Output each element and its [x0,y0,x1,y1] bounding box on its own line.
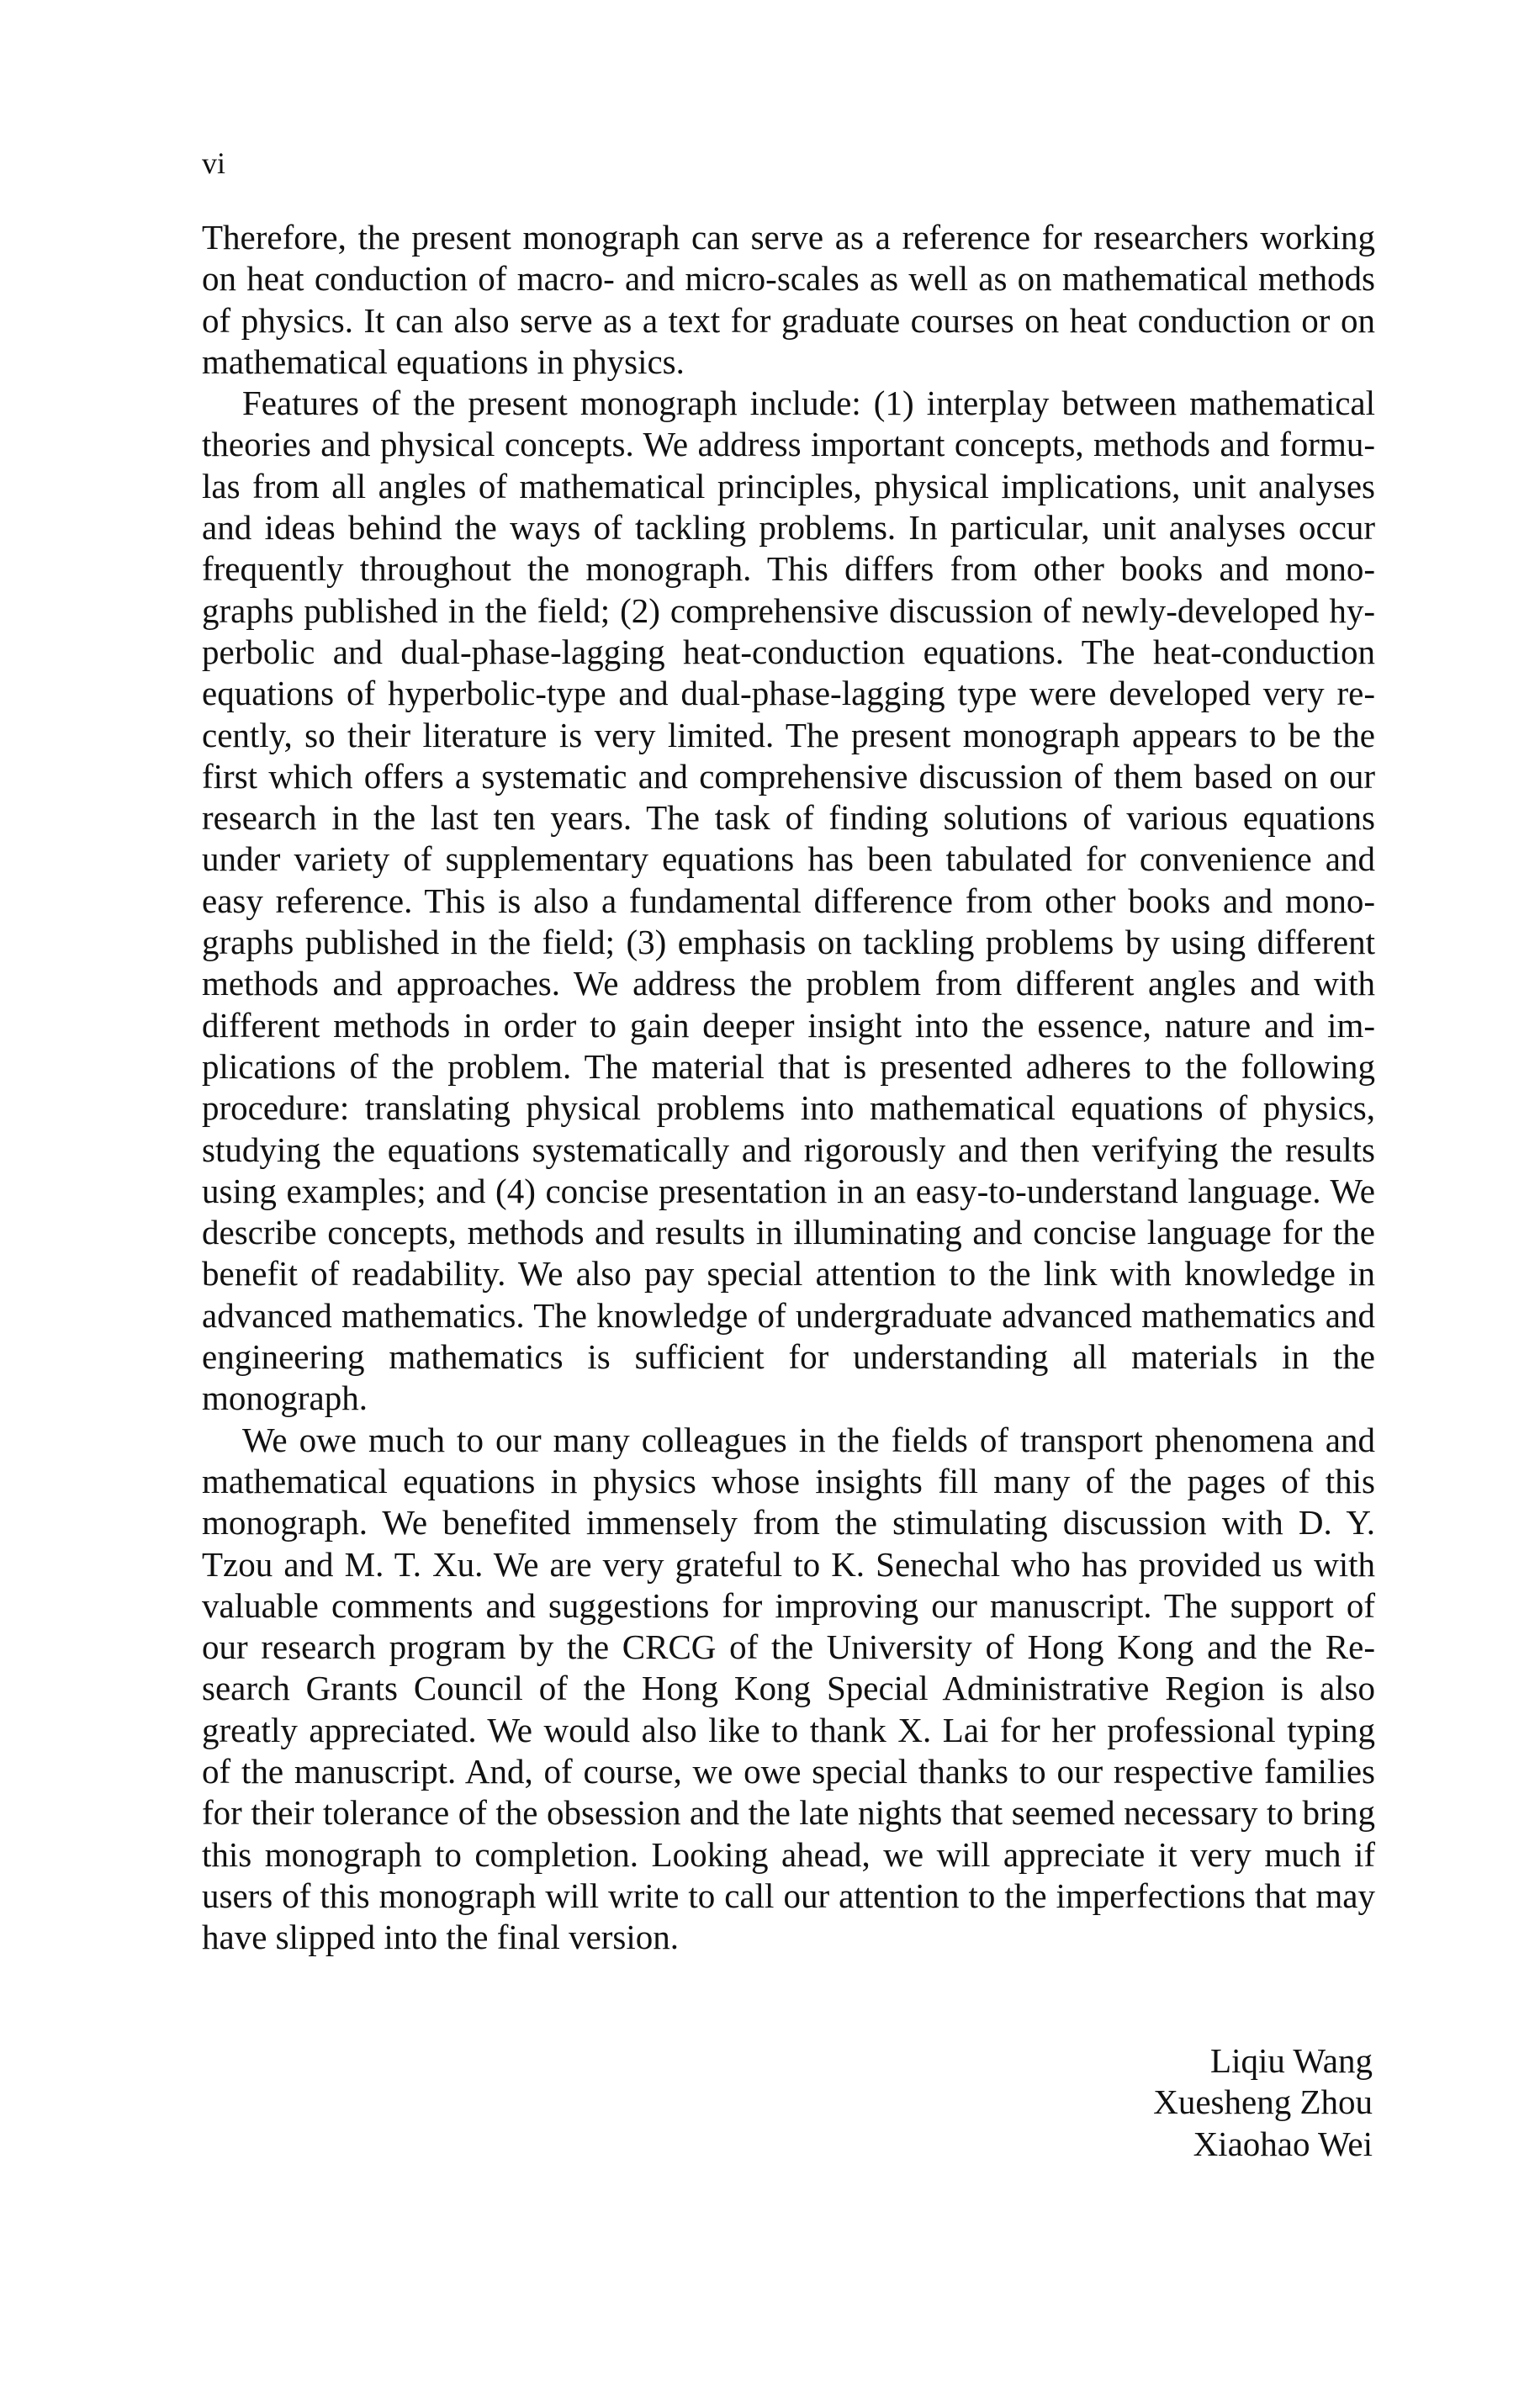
page-number: vi [202,146,226,180]
paragraph-acknowledgements: We owe much to our many colleagues in the fields of transport phenomena and mathematical equations in physics whose insights fill many of the pages of this monograph. We benefited immensely from the stimulating discussion with D. Y. Tzou and M. T. Xu. We are very grateful to K. Senechal who has provided us with valuable comments and suggestions for improving our manuscript. The support of our research program by the CRCG of the University of Hong Kong and the Research Grants Council of the Hong Kong Special Administrative Region is also greatly appreciated. We would also like to thank X. Lai for her professional typing of the manuscript. And, of course, we owe special thanks to our respective families for their tolerance of the obsession and the late nights that seemed necessary to bring this monograph to completion. Looking ahead, we will appreciate it very much if users of this monograph will write to call our attention to the imperfections that may have slipped into the final version. [202,1420,1375,1957]
author-signatures [1153,2040,1373,2165]
author-name: Xuesheng Zhou [1153,2082,1373,2122]
paragraph-features: Features of the present monograph include: (1) interplay between mathematical theories and physical concepts. We address important concepts, methods and formulas from all angles of mathematical principles, physical implications, unit analyses and ideas behind the ways of tackling problems. In particular, unit analyses occur frequently throughout the monograph. This differs from other books and monographs published in the field; (2) comprehensive discussion of newly-developed hyperbolic and dual-phase-lagging heat-conduction equations. The heat-conduction equations of hyperbolic-type and dual-phase-lagging type were developed very recently, so their literature is very limited. The present monograph appears to be the first which offers a systematic and comprehensive discussion of them based on our research in the last ten years. The task of finding solutions of various equations under variety of supplementary equations has been tabulated for convenience and easy reference. This is also a fundamental difference from other books and monographs published in the field; (3) emphasis on tackling problems by using different methods and approaches. We address the problem from different angles and with different methods in order to gain deeper insight into the essence, nature and implications of the problem. The material that is presented adheres to the following procedure: translating physical problems into mathematical equations of physics, studying the equations systematically and rigorously and then verifying the results using examples; and (4) concise presentation in an easy-to-understand language. We describe concepts, methods and results in illuminating and concise language for the benefit of readability. We also pay special attention to the link with knowledge in advanced mathematics. The knowledge of undergraduate advanced mathematics and engineering mathematics is sufficient for understanding all materials in the monograph. [202,384,1375,1418]
paragraph-intended-use: Therefore, the present monograph can serve as a reference for researchers working on heat conduction of macro- and micro-scales as well as on mathematical methods of physics. It can also serve as a text for graduate courses on heat conduction or on mathematical equations in physics. [202,218,1375,381]
author-name: Liqiu Wang [1210,2041,1373,2080]
author-name: Xiaohao Wei [1193,2124,1373,2163]
preface-body [202,217,1375,1958]
